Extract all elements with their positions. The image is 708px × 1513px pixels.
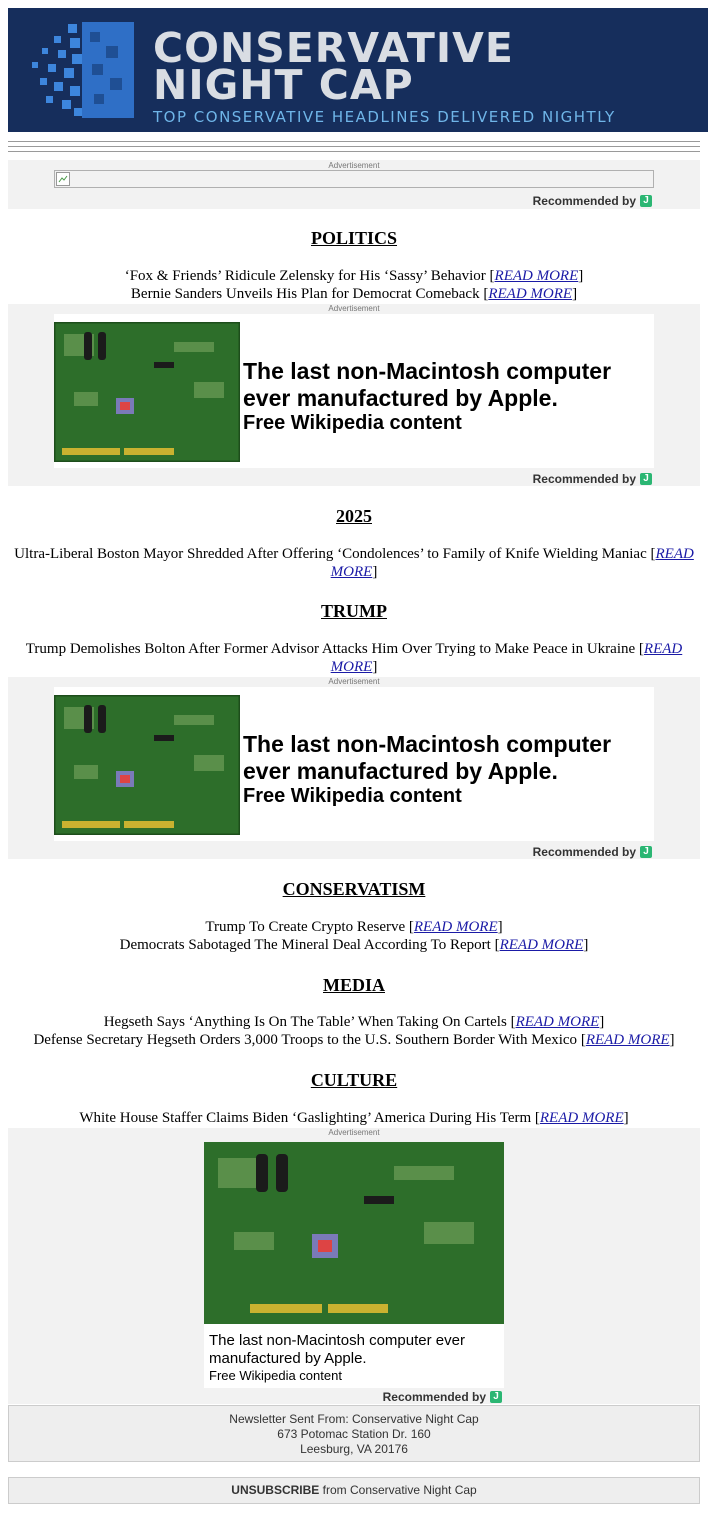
read-more-link[interactable]: READ MORE [585,1032,670,1048]
ad-slot-1 [8,160,700,209]
read-more-link[interactable]: READ MORE [515,1014,600,1030]
headline-item: Hegseth Says ‘Anything Is On The Table’ When Taking On Cartels [READ MORE] [103,1014,605,1030]
ad-headline[interactable]: The last non-Macintosh computer ever manufactured by Apple. [243,358,612,411]
unsubscribe-suffix: from Conservative Night Cap [322,1483,477,1497]
headline-text[interactable]: ‘Fox & Friends’ Ridicule Zelensky for His ‘Sassy’ Behavior [124,268,486,284]
brand-title-line1: CONSERVATIVE [153,24,514,72]
ad-label: Advertisement [328,677,380,686]
circuit-board-image [204,1142,504,1324]
headline-item: ‘Fox & Friends’ Ridicule Zelensky for His ‘Sassy’ Behavior [READ MORE] [124,268,584,284]
brand-title-line2: NIGHT CAP [153,61,414,109]
section-title-conservatism: CONSERVATISM [282,879,426,899]
ad-slot-2 [8,304,700,486]
j-logo-icon: J [640,473,652,485]
read-more-link[interactable]: READ MORE [539,1110,624,1126]
section-title-2025: 2025 [336,506,372,526]
section-title-media: MEDIA [323,975,385,995]
read-more-link[interactable]: READ MORE [494,268,579,284]
ad-card[interactable] [54,314,654,468]
unsubscribe-bar [8,1477,700,1504]
header-banner[interactable] [8,8,708,132]
ad-source: Free Wikipedia content [209,1368,342,1383]
ad-source: Free Wikipedia content [243,785,462,807]
divider [8,141,700,142]
divider [8,146,700,147]
headline-item: White House Staffer Claims Biden ‘Gaslighting’ America During His Term [READ MORE] [79,1110,629,1126]
ad-card[interactable] [54,687,654,841]
j-logo-icon: J [640,846,652,858]
footer-address [8,1405,700,1462]
ad-slot-4 [8,1128,700,1404]
headline-text[interactable]: Hegseth Says ‘Anything Is On The Table’ When Taking On Cartels [103,1014,507,1030]
broken-image-icon [56,172,70,186]
ad-card[interactable] [204,1142,504,1388]
ad-slot-3 [8,677,700,859]
cube-logo-icon [24,18,134,122]
footer-city: Leesburg, VA 20176 [300,1442,408,1456]
footer-street: 673 Potomac Station Dr. 160 [277,1427,431,1441]
ad-headline[interactable]: The last non-Macintosh computer ever manufactured by Apple. [209,1332,465,1367]
headline-item: Ultra-Liberal Boston Mayor Shredded After Offering ‘Condolences’ to Family of Knife Wielding Maniac [READ MORE] [14,546,694,580]
headline-item: Defense Secretary Hegseth Orders 3,000 Troops to the U.S. Southern Border With Mexico [READ MORE] [33,1032,675,1048]
section-title-politics: POLITICS [310,228,398,248]
ad-label: Advertisement [328,161,380,170]
headline-item: Bernie Sanders Unveils His Plan for Democrat Comeback [READ MORE] [130,286,578,302]
brand-tagline: TOP CONSERVATIVE HEADLINES DELIVERED NIGHTLY [153,108,616,126]
recommended-by[interactable]: Recommended by J [383,1390,502,1404]
headline-item: Trump To Create Crypto Reserve [READ MORE] [205,919,503,935]
headline-item: Democrats Sabotaged The Mineral Deal According To Report [READ MORE] [119,937,589,953]
ad-source: Free Wikipedia content [243,412,462,434]
ad-image-broken[interactable] [54,170,654,188]
ad-label: Advertisement [328,1128,380,1137]
recommended-by[interactable]: Recommended by J [533,472,652,486]
recommended-by[interactable]: Recommended by J [533,845,652,859]
circuit-board-image [54,695,240,835]
ad-label: Advertisement [328,304,380,313]
section-title-culture: CULTURE [310,1070,398,1090]
j-logo-icon: J [490,1391,502,1403]
read-more-link[interactable]: READ MORE [330,641,683,675]
divider [8,151,700,152]
recommended-by[interactable]: Recommended by J [533,194,652,208]
footer-sender: Newsletter Sent From: Conservative Night Cap [229,1412,479,1426]
headline-text[interactable]: Democrats Sabotaged The Mineral Deal According To Report [119,937,491,953]
headline-text[interactable]: White House Staffer Claims Biden ‘Gaslighting’ America During His Term [79,1110,532,1126]
j-logo-icon: J [640,195,652,207]
unsubscribe-link[interactable]: UNSUBSCRIBE [231,1483,320,1497]
ad-headline[interactable]: The last non-Macintosh computer ever manufactured by Apple. [243,731,612,784]
headline-text[interactable]: Ultra-Liberal Boston Mayor Shredded After Offering ‘Condolences’ to Family of Knife Wielding Maniac [14,546,647,562]
read-more-link[interactable]: READ MORE [413,919,498,935]
headline-text[interactable]: Trump To Create Crypto Reserve [205,919,406,935]
circuit-board-image [54,322,240,462]
headline-text[interactable]: Defense Secretary Hegseth Orders 3,000 Troops to the U.S. Southern Border With Mexico [33,1032,578,1048]
headline-text[interactable]: Trump Demolishes Bolton After Former Advisor Attacks Him Over Trying to Make Peace in Ukraine [25,641,636,657]
read-more-link[interactable]: READ MORE [330,546,694,580]
headline-item: Trump Demolishes Bolton After Former Advisor Attacks Him Over Trying to Make Peace in Ukraine [READ MORE] [25,641,683,675]
headline-text[interactable]: Bernie Sanders Unveils His Plan for Democrat Comeback [130,286,480,302]
section-title-trump: TRUMP [321,601,387,621]
read-more-link[interactable]: READ MORE [488,286,573,302]
read-more-link[interactable]: READ MORE [499,937,584,953]
